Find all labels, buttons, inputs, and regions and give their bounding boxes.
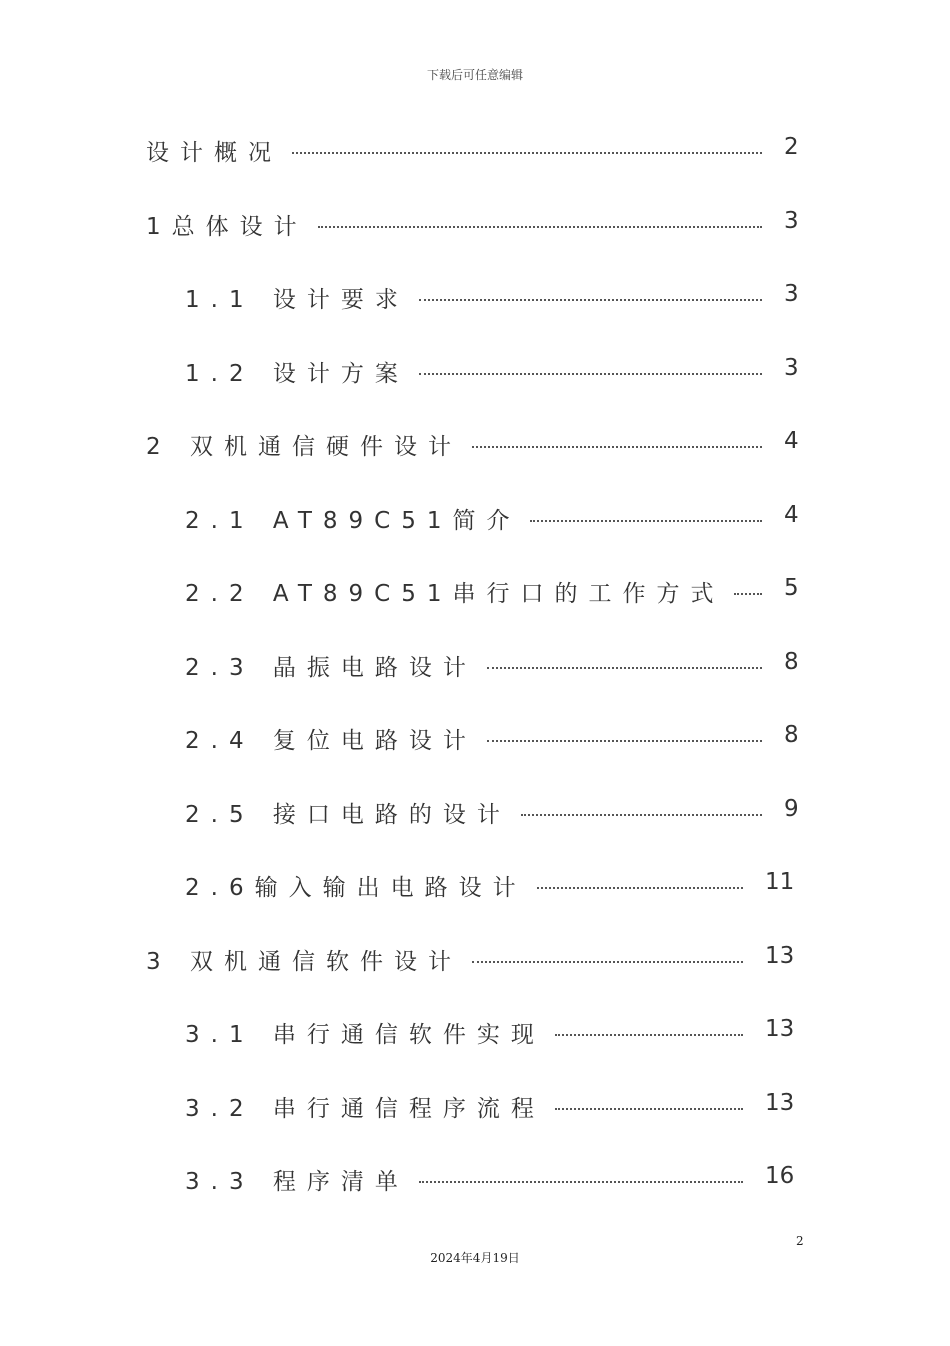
toc-entry-page: 5 (784, 575, 799, 601)
toc-entry-label: 1.2 设计方案 (185, 355, 413, 388)
toc-entry-label: 设计概况 (146, 134, 286, 167)
page-header: 下载后可任意编辑 (426, 68, 523, 82)
toc-leader-dots (530, 520, 762, 522)
toc-entry-page: 13 (765, 1089, 795, 1116)
toc-entry[interactable] (0, 275, 950, 315)
toc-leader-dots (555, 1034, 743, 1036)
toc-entry[interactable] (0, 716, 950, 756)
page-number: 2 (796, 1234, 804, 1248)
toc-leader-dots (318, 226, 762, 228)
toc-entry-label: 3.1 串行通信软件实现 (185, 1016, 549, 1049)
toc-entry-label: 3 双机通信软件设计 (146, 943, 466, 976)
toc-leader-dots (472, 446, 762, 448)
toc-entry[interactable] (0, 349, 950, 389)
toc-entry-page: 9 (784, 795, 799, 822)
toc-entry-page: 16 (765, 1163, 795, 1189)
toc-entry-label: 2 双机通信硬件设计 (146, 428, 466, 461)
toc-entry[interactable] (0, 1010, 950, 1050)
toc-entry-page: 13 (765, 1016, 795, 1042)
toc-entry-page: 13 (765, 942, 795, 969)
toc-leader-dots (734, 593, 762, 595)
toc-leader-dots (487, 667, 762, 669)
toc-entry-label: 2.3 晶振电路设计 (185, 649, 481, 682)
toc-entry-page: 8 (784, 722, 799, 748)
toc-leader-dots (419, 373, 762, 375)
toc-entry-label: 1总体设计 (146, 208, 312, 241)
toc-entry-label: 3.3 程序清单 (185, 1163, 413, 1196)
toc-leader-dots (537, 887, 743, 889)
toc-entry-label: 2.2 AT89C51串行口的工作方式 (185, 575, 728, 608)
toc-entry-page: 3 (784, 354, 799, 381)
toc-leader-dots (419, 1181, 743, 1183)
toc-leader-dots (292, 152, 762, 154)
toc-entry[interactable] (0, 863, 950, 903)
toc-entry-page: 8 (784, 648, 799, 675)
toc-entry-page: 11 (765, 869, 795, 895)
toc-entry-page: 4 (784, 501, 799, 528)
toc-leader-dots (555, 1108, 743, 1110)
toc-entry-page: 3 (784, 207, 799, 234)
toc-entry-label: 2.1 AT89C51简介 (185, 502, 524, 535)
toc-leader-dots (487, 740, 762, 742)
toc-entry[interactable] (0, 422, 950, 462)
toc-entry-label: 2.6输入输出电路设计 (185, 869, 531, 902)
toc-entry-page: 4 (784, 428, 799, 454)
toc-entry-label: 2.5 接口电路的设计 (185, 796, 515, 829)
toc-entry-page: 2 (784, 134, 799, 160)
toc-entry[interactable] (0, 496, 950, 536)
toc-entry-label: 1.1 设计要求 (185, 281, 413, 314)
toc-entry-label: 2.4 复位电路设计 (185, 722, 481, 755)
toc-entry[interactable] (0, 643, 950, 683)
toc-entry[interactable] (0, 569, 950, 609)
toc-entry[interactable] (0, 128, 950, 168)
toc-leader-dots (521, 814, 762, 816)
toc-entry[interactable] (0, 937, 950, 977)
toc-leader-dots (472, 961, 743, 963)
toc-entry[interactable] (0, 1084, 950, 1124)
toc-leader-dots (419, 299, 762, 301)
toc-entry-label: 3.2 串行通信程序流程 (185, 1090, 549, 1123)
toc-entry-page: 3 (784, 281, 799, 307)
page-date: 2024年4月19日 (430, 1251, 520, 1265)
toc-entry[interactable] (0, 790, 950, 830)
toc-entry[interactable] (0, 1157, 950, 1197)
toc-entry[interactable] (0, 202, 950, 242)
